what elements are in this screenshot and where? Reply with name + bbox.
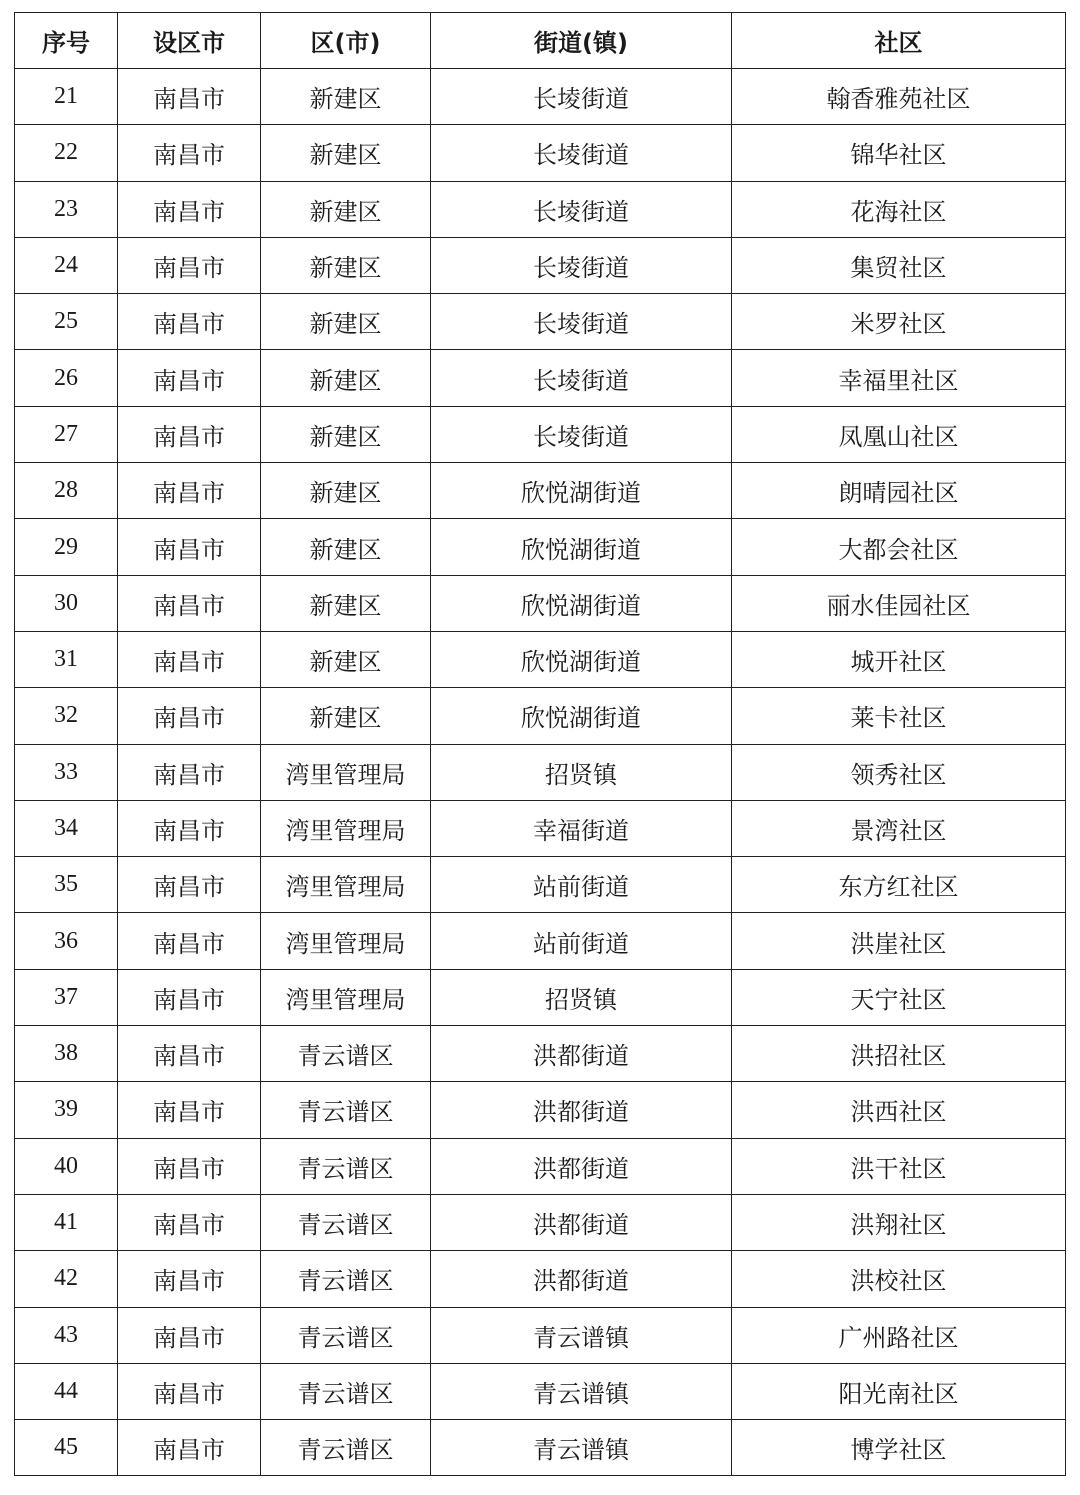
table-row bbox=[15, 1420, 1066, 1476]
cell-street: 欣悦湖街道 bbox=[431, 519, 732, 575]
cell-city: 南昌市 bbox=[118, 350, 261, 406]
cell-city: 南昌市 bbox=[118, 1026, 261, 1082]
cell-community: 领秀社区 bbox=[732, 744, 1066, 800]
cell-district: 新建区 bbox=[261, 350, 431, 406]
cell-community: 阳光南社区 bbox=[732, 1363, 1066, 1419]
cell-index: 32 bbox=[15, 688, 118, 744]
table-row bbox=[15, 1026, 1066, 1082]
cell-district: 新建区 bbox=[261, 125, 431, 181]
cell-index: 27 bbox=[15, 406, 118, 462]
cell-city: 南昌市 bbox=[118, 294, 261, 350]
table-row bbox=[15, 857, 1066, 913]
cell-district: 青云谱区 bbox=[261, 1082, 431, 1138]
cell-district: 青云谱区 bbox=[261, 1363, 431, 1419]
cell-community: 景湾社区 bbox=[732, 800, 1066, 856]
cell-community: 洪招社区 bbox=[732, 1026, 1066, 1082]
cell-street: 长堎街道 bbox=[431, 125, 732, 181]
table-row bbox=[15, 575, 1066, 631]
cell-index: 42 bbox=[15, 1251, 118, 1307]
cell-street: 幸福街道 bbox=[431, 800, 732, 856]
cell-community: 洪干社区 bbox=[732, 1138, 1066, 1194]
cell-street: 招贤镇 bbox=[431, 969, 732, 1025]
cell-district: 新建区 bbox=[261, 688, 431, 744]
cell-index: 31 bbox=[15, 631, 118, 687]
cell-street: 欣悦湖街道 bbox=[431, 463, 732, 519]
cell-index: 30 bbox=[15, 575, 118, 631]
cell-street: 青云谱镇 bbox=[431, 1307, 732, 1363]
table-row bbox=[15, 463, 1066, 519]
cell-community: 米罗社区 bbox=[732, 294, 1066, 350]
cell-street: 招贤镇 bbox=[431, 744, 732, 800]
cell-district: 青云谱区 bbox=[261, 1026, 431, 1082]
cell-index: 38 bbox=[15, 1026, 118, 1082]
cell-community: 大都会社区 bbox=[732, 519, 1066, 575]
cell-city: 南昌市 bbox=[118, 519, 261, 575]
cell-district: 青云谱区 bbox=[261, 1194, 431, 1250]
cell-community: 翰香雅苑社区 bbox=[732, 69, 1066, 125]
cell-street: 青云谱镇 bbox=[431, 1363, 732, 1419]
cell-district: 新建区 bbox=[261, 519, 431, 575]
cell-district: 湾里管理局 bbox=[261, 857, 431, 913]
cell-city: 南昌市 bbox=[118, 631, 261, 687]
cell-street: 长堎街道 bbox=[431, 181, 732, 237]
table-row bbox=[15, 1194, 1066, 1250]
cell-street: 长堎街道 bbox=[431, 406, 732, 462]
table-row bbox=[15, 969, 1066, 1025]
cell-district: 新建区 bbox=[261, 463, 431, 519]
cell-street: 洪都街道 bbox=[431, 1082, 732, 1138]
cell-index: 44 bbox=[15, 1363, 118, 1419]
header-district: 区(市) bbox=[261, 13, 431, 69]
cell-community: 朗晴园社区 bbox=[732, 463, 1066, 519]
table-row bbox=[15, 181, 1066, 237]
cell-district: 新建区 bbox=[261, 631, 431, 687]
table-row bbox=[15, 800, 1066, 856]
cell-street: 洪都街道 bbox=[431, 1138, 732, 1194]
cell-city: 南昌市 bbox=[118, 744, 261, 800]
table-row bbox=[15, 294, 1066, 350]
cell-city: 南昌市 bbox=[118, 1194, 261, 1250]
table-row bbox=[15, 1138, 1066, 1194]
cell-index: 25 bbox=[15, 294, 118, 350]
cell-street: 长堎街道 bbox=[431, 294, 732, 350]
header-street: 街道(镇) bbox=[431, 13, 732, 69]
cell-community: 城开社区 bbox=[732, 631, 1066, 687]
cell-district: 湾里管理局 bbox=[261, 969, 431, 1025]
cell-index: 36 bbox=[15, 913, 118, 969]
table-row bbox=[15, 688, 1066, 744]
cell-district: 青云谱区 bbox=[261, 1138, 431, 1194]
cell-community: 广州路社区 bbox=[732, 1307, 1066, 1363]
cell-city: 南昌市 bbox=[118, 1363, 261, 1419]
cell-index: 24 bbox=[15, 237, 118, 293]
cell-city: 南昌市 bbox=[118, 800, 261, 856]
cell-street: 欣悦湖街道 bbox=[431, 575, 732, 631]
cell-street: 青云谱镇 bbox=[431, 1420, 732, 1476]
cell-index: 37 bbox=[15, 969, 118, 1025]
cell-district: 新建区 bbox=[261, 406, 431, 462]
cell-city: 南昌市 bbox=[118, 1251, 261, 1307]
table-row bbox=[15, 1251, 1066, 1307]
cell-index: 34 bbox=[15, 800, 118, 856]
cell-city: 南昌市 bbox=[118, 575, 261, 631]
cell-index: 21 bbox=[15, 69, 118, 125]
cell-community: 凤凰山社区 bbox=[732, 406, 1066, 462]
cell-street: 站前街道 bbox=[431, 913, 732, 969]
table-row bbox=[15, 237, 1066, 293]
cell-community: 天宁社区 bbox=[732, 969, 1066, 1025]
cell-city: 南昌市 bbox=[118, 1082, 261, 1138]
cell-community: 幸福里社区 bbox=[732, 350, 1066, 406]
cell-index: 23 bbox=[15, 181, 118, 237]
cell-district: 新建区 bbox=[261, 575, 431, 631]
cell-street: 欣悦湖街道 bbox=[431, 631, 732, 687]
cell-index: 28 bbox=[15, 463, 118, 519]
table-row bbox=[15, 1363, 1066, 1419]
cell-district: 新建区 bbox=[261, 181, 431, 237]
cell-index: 35 bbox=[15, 857, 118, 913]
cell-city: 南昌市 bbox=[118, 1138, 261, 1194]
cell-street: 洪都街道 bbox=[431, 1026, 732, 1082]
cell-street: 洪都街道 bbox=[431, 1194, 732, 1250]
cell-street: 长堎街道 bbox=[431, 69, 732, 125]
cell-community: 丽水佳园社区 bbox=[732, 575, 1066, 631]
cell-index: 43 bbox=[15, 1307, 118, 1363]
table-row bbox=[15, 69, 1066, 125]
cell-city: 南昌市 bbox=[118, 181, 261, 237]
cell-city: 南昌市 bbox=[118, 69, 261, 125]
cell-city: 南昌市 bbox=[118, 1420, 261, 1476]
cell-city: 南昌市 bbox=[118, 406, 261, 462]
cell-street: 欣悦湖街道 bbox=[431, 688, 732, 744]
cell-community: 锦华社区 bbox=[732, 125, 1066, 181]
cell-community: 莱卡社区 bbox=[732, 688, 1066, 744]
header-row bbox=[15, 13, 1066, 69]
cell-district: 新建区 bbox=[261, 294, 431, 350]
cell-index: 45 bbox=[15, 1420, 118, 1476]
cell-community: 洪崖社区 bbox=[732, 913, 1066, 969]
table-row bbox=[15, 744, 1066, 800]
cell-district: 新建区 bbox=[261, 237, 431, 293]
table-row bbox=[15, 1082, 1066, 1138]
cell-district: 湾里管理局 bbox=[261, 744, 431, 800]
cell-community: 博学社区 bbox=[732, 1420, 1066, 1476]
cell-index: 29 bbox=[15, 519, 118, 575]
community-table bbox=[14, 12, 1066, 1476]
cell-district: 湾里管理局 bbox=[261, 913, 431, 969]
table-row bbox=[15, 913, 1066, 969]
table-row bbox=[15, 125, 1066, 181]
cell-street: 站前街道 bbox=[431, 857, 732, 913]
cell-index: 33 bbox=[15, 744, 118, 800]
cell-district: 青云谱区 bbox=[261, 1420, 431, 1476]
cell-community: 东方红社区 bbox=[732, 857, 1066, 913]
cell-district: 湾里管理局 bbox=[261, 800, 431, 856]
cell-community: 洪校社区 bbox=[732, 1251, 1066, 1307]
cell-city: 南昌市 bbox=[118, 463, 261, 519]
cell-city: 南昌市 bbox=[118, 969, 261, 1025]
cell-index: 26 bbox=[15, 350, 118, 406]
cell-street: 洪都街道 bbox=[431, 1251, 732, 1307]
cell-city: 南昌市 bbox=[118, 857, 261, 913]
cell-district: 青云谱区 bbox=[261, 1307, 431, 1363]
table-row bbox=[15, 519, 1066, 575]
table-body bbox=[15, 69, 1066, 1476]
cell-community: 洪西社区 bbox=[732, 1082, 1066, 1138]
cell-city: 南昌市 bbox=[118, 1307, 261, 1363]
cell-city: 南昌市 bbox=[118, 688, 261, 744]
cell-city: 南昌市 bbox=[118, 125, 261, 181]
cell-district: 新建区 bbox=[261, 69, 431, 125]
cell-street: 长堎街道 bbox=[431, 350, 732, 406]
header-community: 社区 bbox=[732, 13, 1066, 69]
table-row bbox=[15, 350, 1066, 406]
header-city: 设区市 bbox=[118, 13, 261, 69]
cell-city: 南昌市 bbox=[118, 237, 261, 293]
header-index: 序号 bbox=[15, 13, 118, 69]
cell-index: 40 bbox=[15, 1138, 118, 1194]
cell-community: 花海社区 bbox=[732, 181, 1066, 237]
cell-street: 长堎街道 bbox=[431, 237, 732, 293]
table-row bbox=[15, 406, 1066, 462]
cell-community: 集贸社区 bbox=[732, 237, 1066, 293]
cell-index: 41 bbox=[15, 1194, 118, 1250]
cell-city: 南昌市 bbox=[118, 913, 261, 969]
cell-district: 青云谱区 bbox=[261, 1251, 431, 1307]
table-row bbox=[15, 631, 1066, 687]
cell-index: 22 bbox=[15, 125, 118, 181]
table-row bbox=[15, 1307, 1066, 1363]
cell-community: 洪翔社区 bbox=[732, 1194, 1066, 1250]
cell-index: 39 bbox=[15, 1082, 118, 1138]
